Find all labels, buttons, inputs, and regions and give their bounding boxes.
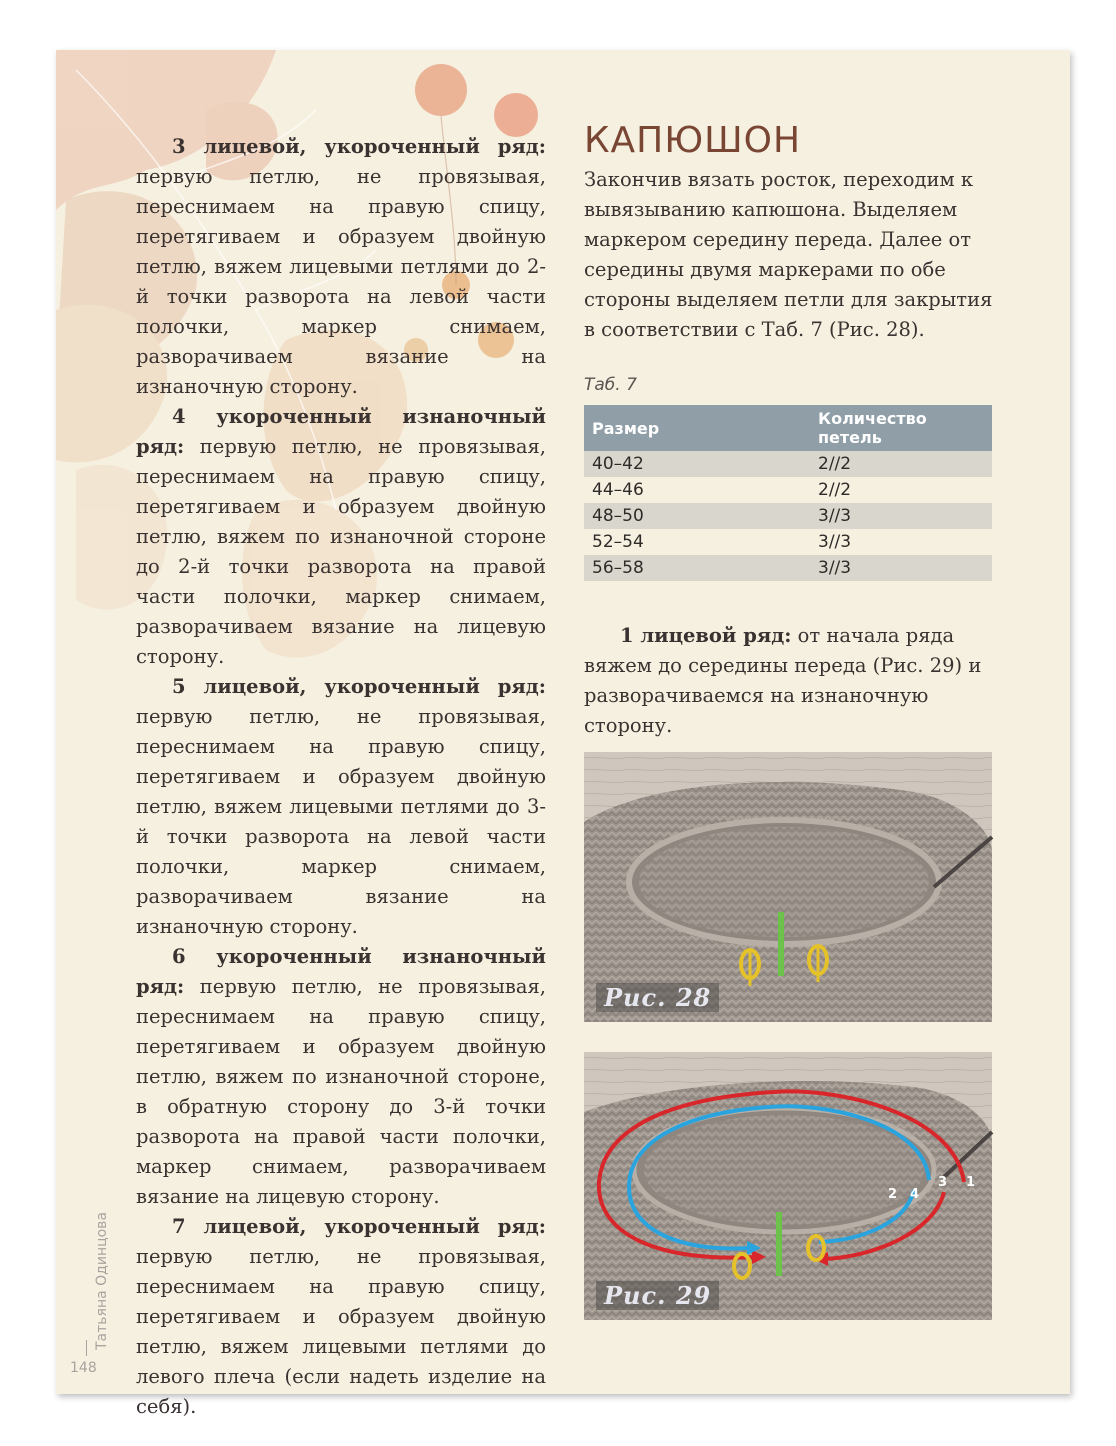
cell-count: 3//3 [810, 555, 992, 581]
paragraph-row-4 [136, 402, 546, 672]
paragraph-row-6 [136, 942, 546, 1212]
row-heading: 6 укороченный изнаночный ряд: [136, 945, 546, 998]
row-heading: 3 лицевой, укороченный ряд: [172, 135, 546, 158]
table-row [584, 555, 992, 581]
table-header-row [584, 405, 992, 451]
table-row [584, 503, 992, 529]
row-text: первую петлю, не провязывая, переснимаем на правую спицу, перетягиваем и образуем двойную петлю, вяжем по изнаночной стороне до 2-й точки разворота на правой части полочки, маркер снимаем, разворачиваем вязание на лицевую сторону. [136, 435, 546, 668]
paragraph-row-1 [584, 621, 994, 741]
running-author [72, 1190, 110, 1350]
cell-count: 3//3 [810, 529, 992, 555]
label-number-2: 2 [888, 1187, 898, 1202]
header-size: Размер [584, 405, 810, 451]
row-text: первую петлю, не провязывая, переснимаем на правую спицу, перетягиваем и образуем двойную петлю, вяжем лицевыми петлями до левого плеча (если надеть изделие на себя). [136, 1245, 546, 1418]
row-heading: 4 укороченный изнаночный ряд: [136, 405, 546, 458]
figure-29-photo [584, 1052, 992, 1320]
table-row [584, 451, 992, 477]
cell-size: 52–54 [584, 529, 810, 555]
table-caption: Таб. 7 [584, 375, 637, 395]
paragraph-row-7 [136, 1212, 546, 1422]
paragraph-row-5 [136, 672, 546, 942]
knitted-neckline-image [584, 752, 992, 1022]
figure-28-label: Рис. 28 [596, 983, 719, 1012]
sizes-table [584, 405, 992, 581]
cell-count: 2//2 [810, 477, 992, 503]
table-row [584, 529, 992, 555]
figure-28-photo [584, 752, 992, 1022]
table-row [584, 477, 992, 503]
cell-count: 3//3 [810, 503, 992, 529]
page-number: 148 [70, 1360, 97, 1376]
row-text: первую петлю, не провязывая, переснимаем на правую спицу, перетягиваем и образуем двойную петлю, вяжем лицевыми петлями до 3-й точки разворота на левой части полочки, маркер снимаем, разворачиваем вязание на изнаночную сторону. [136, 705, 546, 938]
cell-size: 44–46 [584, 477, 810, 503]
cell-size: 40–42 [584, 451, 810, 477]
label-number-4: 4 [910, 1187, 920, 1202]
row-text: от начала ряда вяжем до середины переда (Рис. 29) и разворачиваемся на изнаночную сторону. [584, 624, 982, 737]
cell-size: 56–58 [584, 555, 810, 581]
label-number-3: 3 [938, 1175, 948, 1190]
author-name: Татьяна Одинцова [94, 1211, 110, 1350]
footer-divider [86, 1340, 87, 1356]
paragraph-row-3 [136, 132, 546, 402]
row-heading: 7 лицевой, укороченный ряд: [172, 1215, 546, 1238]
section-title: КАПЮШОН [584, 120, 802, 161]
right-column [584, 120, 994, 741]
row-heading: 1 лицевой ряд: [620, 624, 792, 647]
row-heading: 5 лицевой, укороченный ряд: [172, 675, 546, 698]
row-text: первую петлю, не провязывая, переснимаем на правую спицу, перетягиваем и образуем двойную петлю, вяжем по изнаночной стороне, в обратную сторону до 3-й точки разворота на правой части полочки, маркер снимаем, разворачиваем вязание на лицевую сторону. [136, 975, 546, 1208]
figure-29-label: Рис. 29 [596, 1281, 719, 1310]
knitted-neckline-arrows-image [584, 1052, 992, 1320]
label-number-1: 1 [966, 1175, 976, 1190]
intro-text: Закончив вязать росток, переходим к вывязыванию капюшона. Выделяем маркером середину переда. Далее от середины двумя маркерами по обе стороны выделяем петли для закрытия в соответствии с Таб. 7 (Рис. 28). [584, 168, 993, 341]
left-column [136, 132, 546, 1422]
cell-count: 2//2 [810, 451, 992, 477]
book-page [56, 50, 1070, 1418]
header-count: Количество петель [810, 405, 992, 451]
cell-size: 48–50 [584, 503, 810, 529]
row-text: первую петлю, не провязывая, переснимаем на правую спицу, перетягиваем и образуем двойную петлю, вяжем лицевыми петлями до 2-й точки разворота на левой части полочки, маркер снимаем, разворачиваем вязание на изнаночную сторону. [136, 165, 546, 398]
